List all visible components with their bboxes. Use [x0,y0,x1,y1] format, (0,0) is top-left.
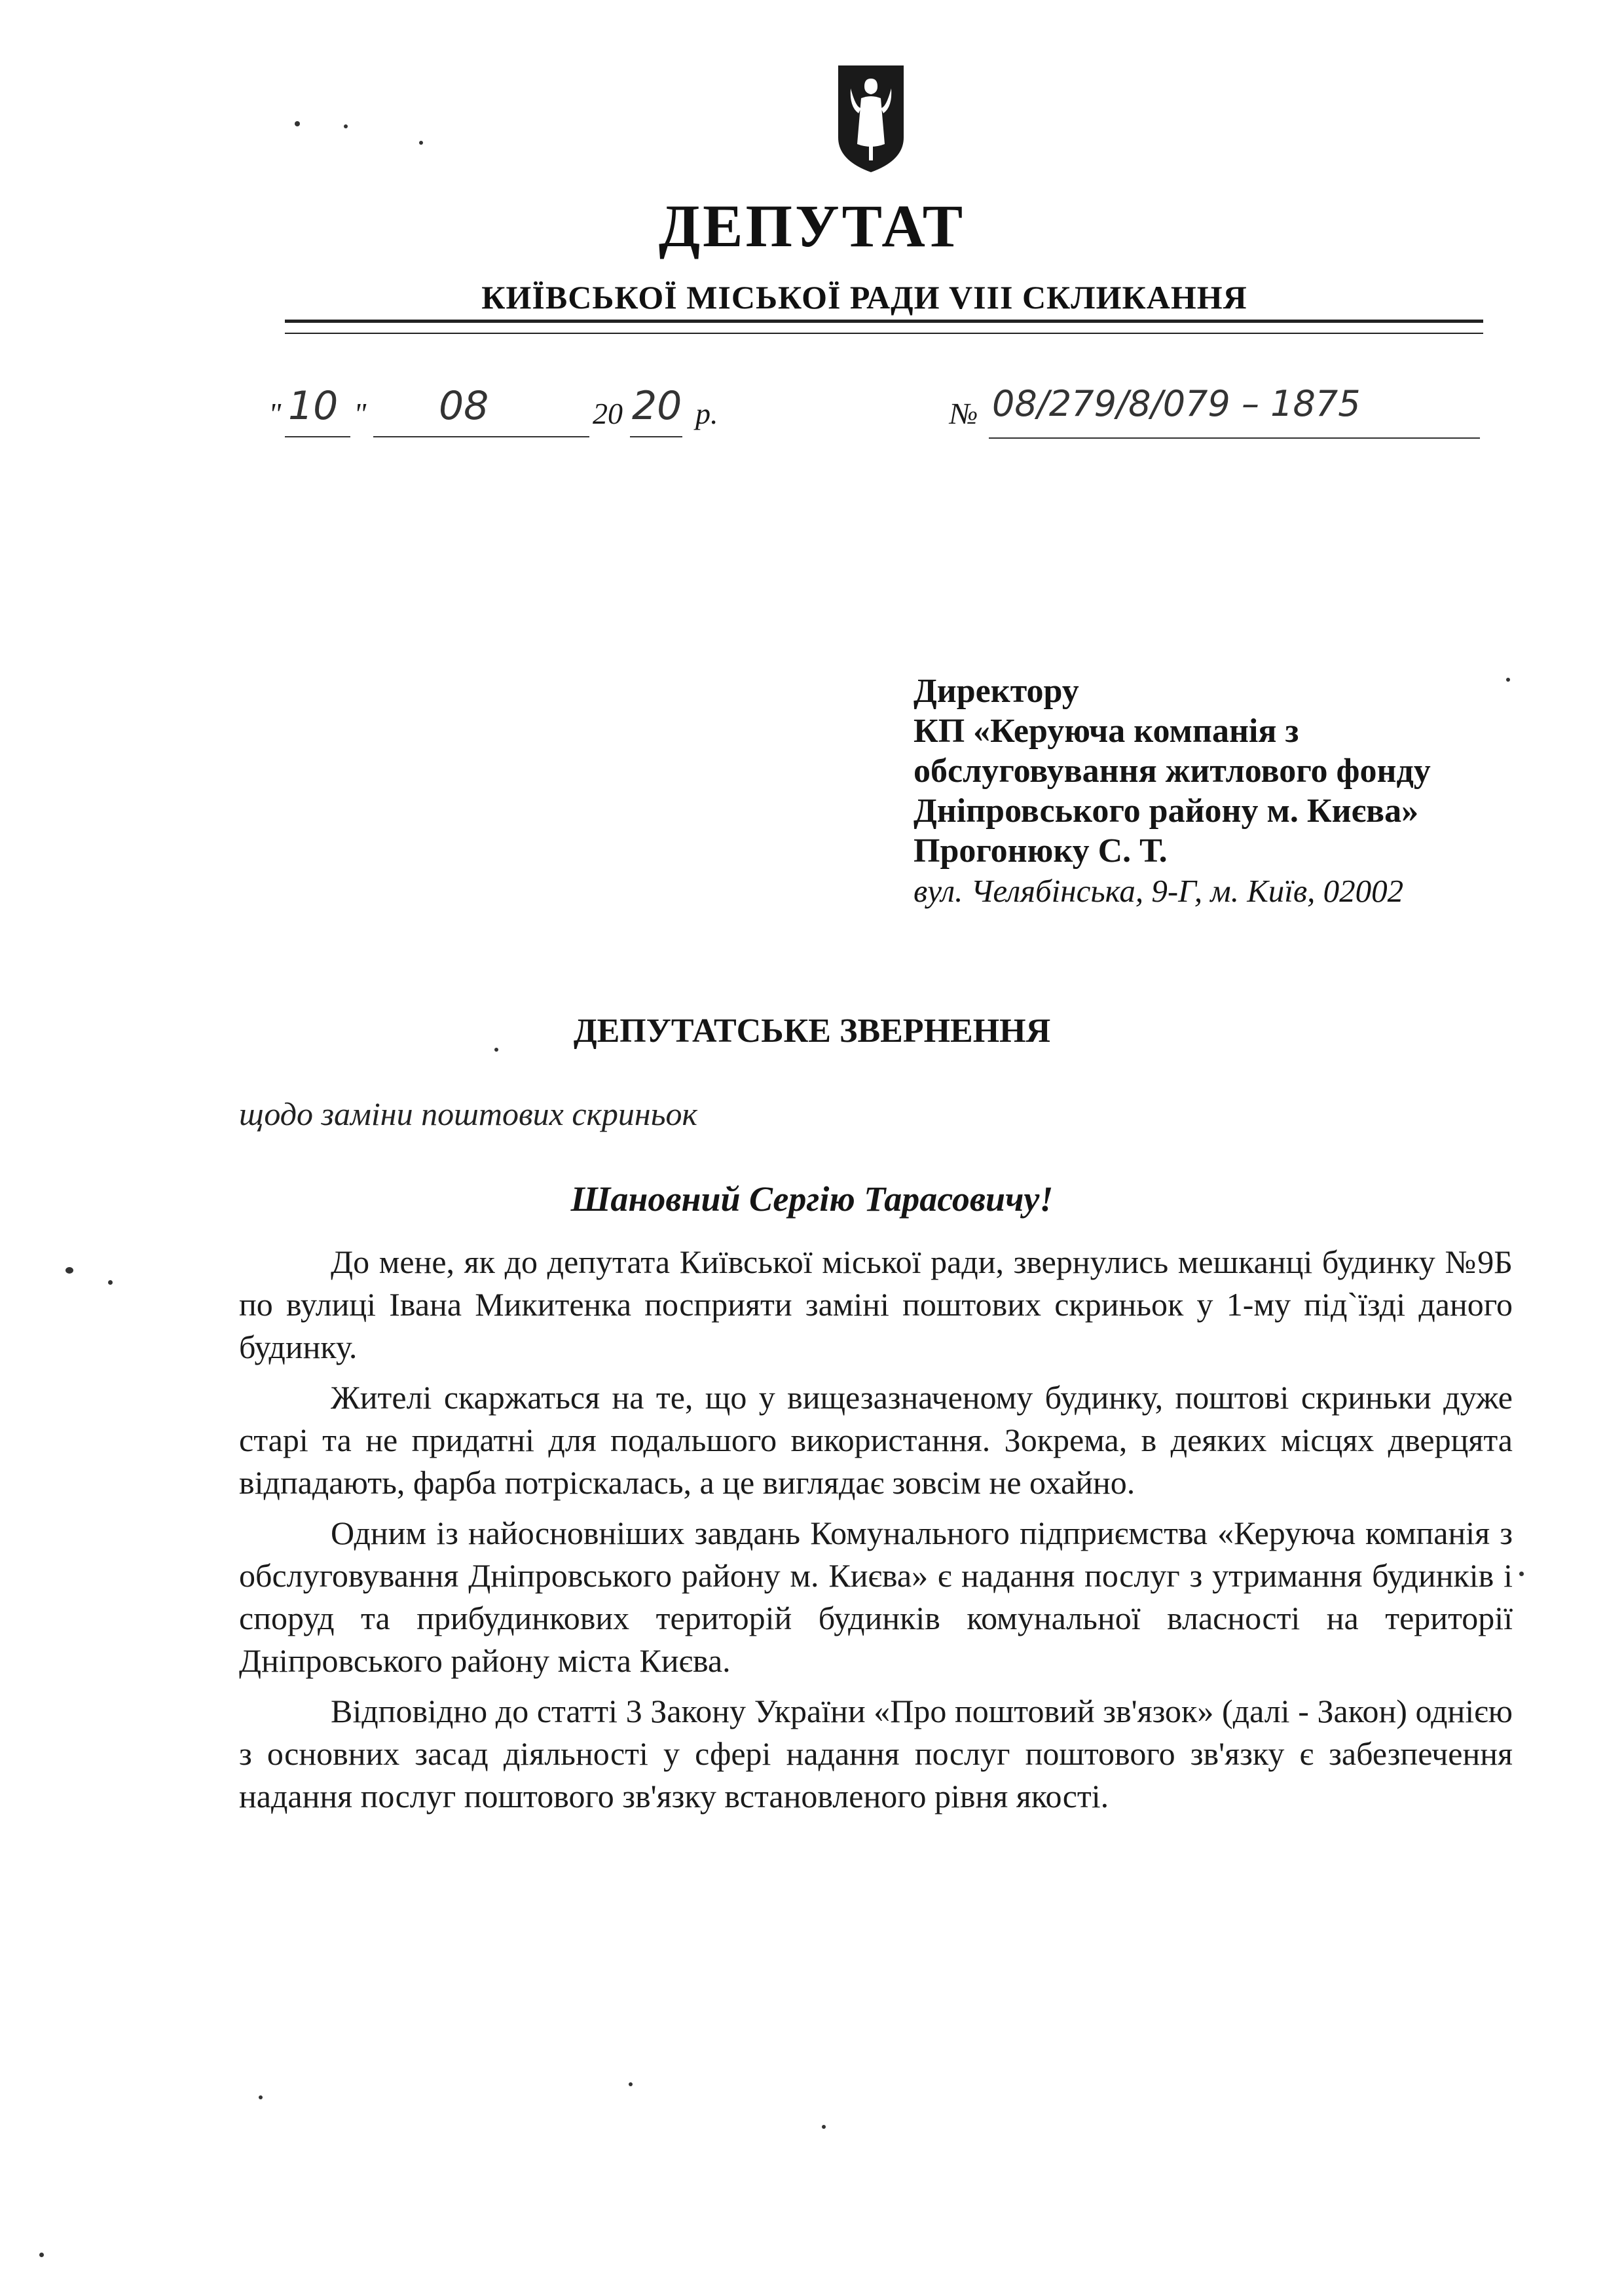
date-month-underline [373,436,589,437]
addressee-line: Директору [913,672,1079,710]
date-day: 10 [288,383,339,429]
date-year-unit: р. [695,397,718,430]
body-paragraph: Одним із найосновніших завдань Комунального підприємства «Керуюча компанія з обслуговування Дніпровського району м. Києва» є надання послуг з утримання будинків і споруд та прибудинкових територій будинків комунальної власності на території Дніпровського району міста Києва. [239,1515,1513,1679]
date-year-underline [630,436,682,437]
addressee-line: Прогонюку С. Т. [913,832,1168,870]
header-title: ДЕПУТАТ [658,193,966,259]
date-year-suffix: 20 [632,383,682,429]
date-quote-close: " [354,397,367,430]
number-underline [989,437,1480,439]
greeting: Шановний Сергію Тарасовичу! [570,1179,1054,1219]
date-day-underline [285,436,350,437]
date-quote-open: " [268,397,282,430]
body-paragraph: До мене, як до депутата Київської міської ради, звернулись мешканці будинку №9Б по вулиці Івана Микитенка посприяти заміні поштових скриньок у 1-му під`їзді даного будинку. [239,1243,1513,1365]
addressee-address: вул. Челябінська, 9-Г, м. Київ, 02002 [913,873,1404,909]
document-title: ДЕПУТАТСЬКЕ ЗВЕРНЕННЯ [573,1012,1051,1050]
header-subtitle: КИЇВСЬКОЇ МІСЬКОЇ РАДИ VIII СКЛИКАННЯ [481,279,1247,316]
addressee-block [913,671,1581,911]
date-month: 08 [439,383,489,429]
header-rule-thin [285,333,1483,334]
body-paragraph: Відповідно до статті 3 Закону України «Про поштовий зв'язок» (далі - Закон) однією з основних засад діяльності у сфері надання послуг поштового зв'язку є забезпечення надання послуг поштового зв'язку встановленого рівня якості. [239,1693,1513,1814]
number-label: № [950,397,978,430]
document-subject: щодо заміни поштових скриньок [239,1096,697,1132]
document-body [239,1241,1513,1826]
registration-number: 08/279/8/079 – 1875 [992,383,1361,424]
addressee-line: Дніпровського району м. Києва» [913,792,1419,830]
date-year-prefix: 20 [593,397,623,430]
header-rule-thick [285,320,1483,323]
addressee-line: КП «Керуюча компанія з [913,712,1299,750]
body-paragraph: Жителі скаржаться на те, що у вищезазначеному будинку, поштові скриньки дуже старі та не придатні для подальшого використання. Зокрема, в деяких місцях дверцята відпадають, фарба потріскалась, а це виглядає зовсім не охайно. [239,1379,1513,1501]
kyiv-coat-of-arms-icon [835,62,907,174]
addressee-line: обслуговування житлового фонду [913,752,1431,790]
